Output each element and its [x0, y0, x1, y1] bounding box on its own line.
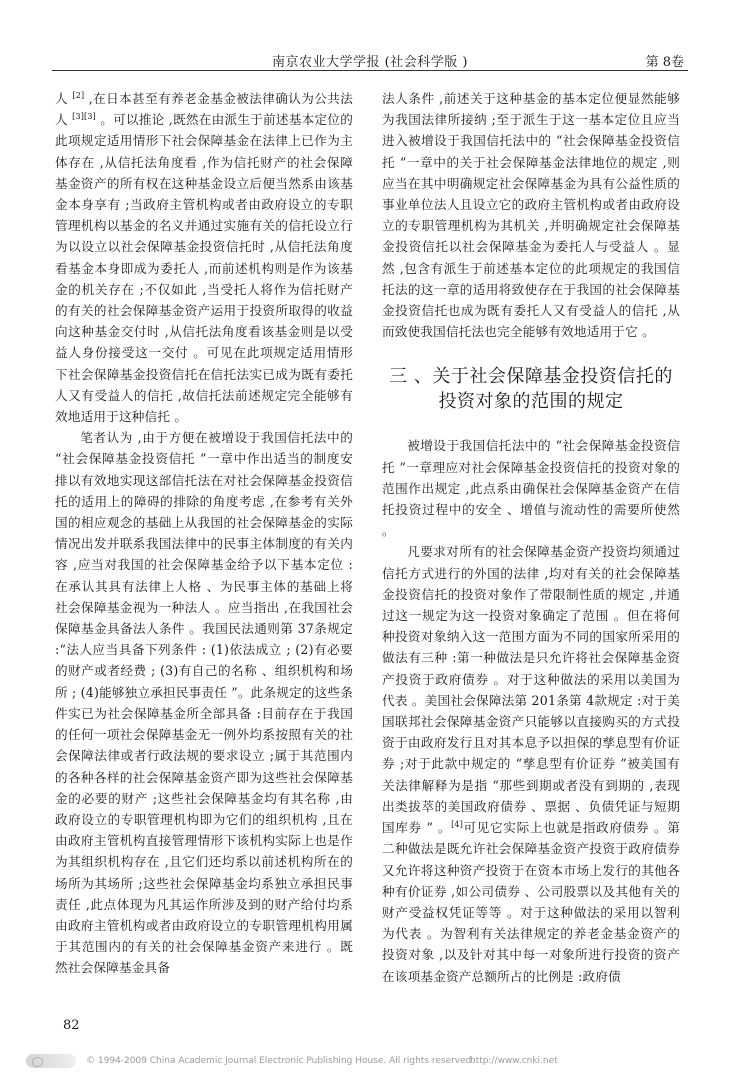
left-paragraph-2: 笔者认为 ,由于方便在被增设于我国信托法中的 “社会保障基金投资信托 ”一章中作出适当的制度安排以有效地实现这部信托法在对社会保障基金投资信托的适用上的障碍的排除的角度考虑 ,在参考有关外国的相应观念的基础上从我国的社会保障基金的实际情况出发并联系我国法律中的民事主体制度的有关内容 ,应当对我国的社会保障基金给予以下基本定位 :在承认其具有法律上人格 、为民事主体的基础上将社会保障基金视为一种法人 。应当指出 ,在我国社会保障基金具备法人条件 。我国民法通则第 37条规定 :“法人应当具备下列条件 : (1)依法成立 ; (2)有必要的财产或者经费 ; (3)有自己的名称 、组织机构和场所 ; (4)能够独立承担民事责任 ”。此条规定的这些条件实已为社会保障基金所全部具备 :目前存在于我国的任何一项社会保障基金无一例外均系按照有关的社会保障法律或者行政法规的要求设立 ;属于其范围内的各种各样的社会保障基金资产即为这些社会保障基金的必要的财产 ;这些社会保障基金均有其名称 ,由政府设立的专职管理机构即为它们的组织机构 ,且在由政府主管机构直接管理情形下该机构实际上也是作为其组织机构存在 ,且它们还均系以前述机构所在的场所为其场所 ;这些社会保障基金均系独立承担民事责任 ,此点体现为凡其运作所涉及到的财产给付均系由政府主管机构或者由政府设立的专职管理机构用属于其范围内的有关的社会保障基金资产来进行 。既然社会保障基金具备: [55, 430, 354, 976]
left-paragraph-1: [55, 88, 353, 427]
text-run: ,在日本甚至有养老金基金被法律确认为公共法人: [55, 91, 353, 128]
running-header: [52, 48, 688, 71]
cnki-logo-icon: [26, 1054, 76, 1068]
text-run: 凡要求对所有的社会保障基金资产投资均须通过信托方式进行的外国的法律 ,均对有关的社会保障基金投资信托的投资对象作了带限制性质的规定 ,并通过这一规定为这一投资对象确定了范围 。但在将何种投资对象纳入这一范围方面为不同的国家所采用的做法有三种 :第一种做法是只允许将社会保障基金资产投资于政府债券 。对于这种做法的采用以美国为代表 。美国社会保障法第 201条第 4款规定 :对于美国联邦社会保障基金资产只能够以直接购买的方式投资于由政府发行且对其本息予以担保的孳息型有价证券 ;对于此款中规定的 “孳息型有价证券 ”被美国有关法律解释为是指 “那些到期或者没有到期的 ,表现出类拔萃的美国政府债券 、票据 、负债凭证与短期国库券 ” 。: [382, 544, 680, 836]
footer-link[interactable]: http://www.cnki.net: [470, 1056, 558, 1066]
right-paragraph-1: 法人条件 ,前述关于这种基金的基本定位便显然能够为我国法律所接纳 ;至于派生于这一基本定位且应当进入被增设于我国信托法中的 “社会保障基金投资信托 ”一章中的关于社会保障基金法律地位的规定 ,则应当在其中明确规定社会保障基金为具有公益性质的事业单位法人且设立它的政府主管机构或者由政府设立的专职管理机构为其机关 ,并明确规定社会保障基金投资信托以社会保障基金为委托人与受益人 。显然 ,包含有派生于前述基本定位的此项规定的我国信托法的这一章的适用将致使存在于我国的社会保障基金投资信托也成为既有委托人又有受益人的信托 ,从而致使我国信托法也完全能够有效地适用于它 。: [382, 91, 680, 340]
left-column: [55, 88, 353, 979]
right-paragraph-3: [382, 541, 680, 986]
text-run: 。可以推论 ,既然在由派生于前述基本定位的此项规定适用情形下社会保障基金在法律上已作为主体存在 ,从信托法角度看 ,作为信托财产的社会保障基金资产的所有权在这种基金设立后便当然系由该基金本身享有 ;当政府主管机构或者由政府设立的专职管理机构以基金的名义并通过实施有关的信托设立行为以设立以社会保障基金投资信托时 ,从信托法角度看基金本身即成为委托人 ,而前述机构则是作为该基金的机关存在 ;不仅如此 ,当受托人将作为信托财产的有关的社会保障基金资产运用于投资所取得的收益向这种基金交付时 ,从信托法角度看该基金则是以受益人身份接受这一交付 。可见在此项规定适用情形下社会保障基金投资信托在信托法实已成为既有委托人又有受益人的信托 ,故信托法前述规定完全能够有效地适用于这种信托 。: [55, 112, 353, 425]
text-run: 人: [55, 91, 73, 106]
volume-label: 第 8卷: [645, 55, 684, 70]
citation-ref: [3][3]: [72, 112, 96, 122]
footer: [0, 1052, 735, 1074]
page-number: 82: [63, 1018, 80, 1033]
copyright-notice: © 1994-2009 China Academic Journal Electronic Publishing House. All rights reserved.: [86, 1056, 475, 1066]
section-heading: [382, 364, 680, 414]
section-heading-line-2: 投资对象的范围的规定: [438, 391, 624, 413]
right-paragraph-2: 被增设于我国信托法中的 “社会保障基金投资信托 ”一章理应对社会保障基金投资信托的投资对象的范围作出规定 ,此点系由确保社会保障基金资产在信托投资过程中的安全 、增值与流动性的需要所使然 。: [382, 438, 680, 539]
citation-ref: [4]: [451, 820, 464, 830]
journal-title: 南京农业大学学报 (社会科学版 ): [272, 55, 468, 70]
section-heading-line-1: 三 、关于社会保障基金投资信托的: [389, 366, 673, 388]
right-column: [382, 88, 680, 987]
text-run: 可见它实际上也就是指政府债券 。第二种做法是既允许社会保障基金资产投资于政府债券又允许将这种资产投资于在资本市场上发行的其他各种有价证券 ,如公司债券 、公司股票以及其他有关的财产受益权凭证等等 。对于这种做法的采用以智利为代表 。为智利有关法律规定的养老金基金资产的投资对象 ,以及针对其中每一对象所进行投资的资产在该项基金资产总额所占的比例是 :政府债: [382, 820, 680, 984]
citation-ref: [2]: [72, 91, 85, 100]
